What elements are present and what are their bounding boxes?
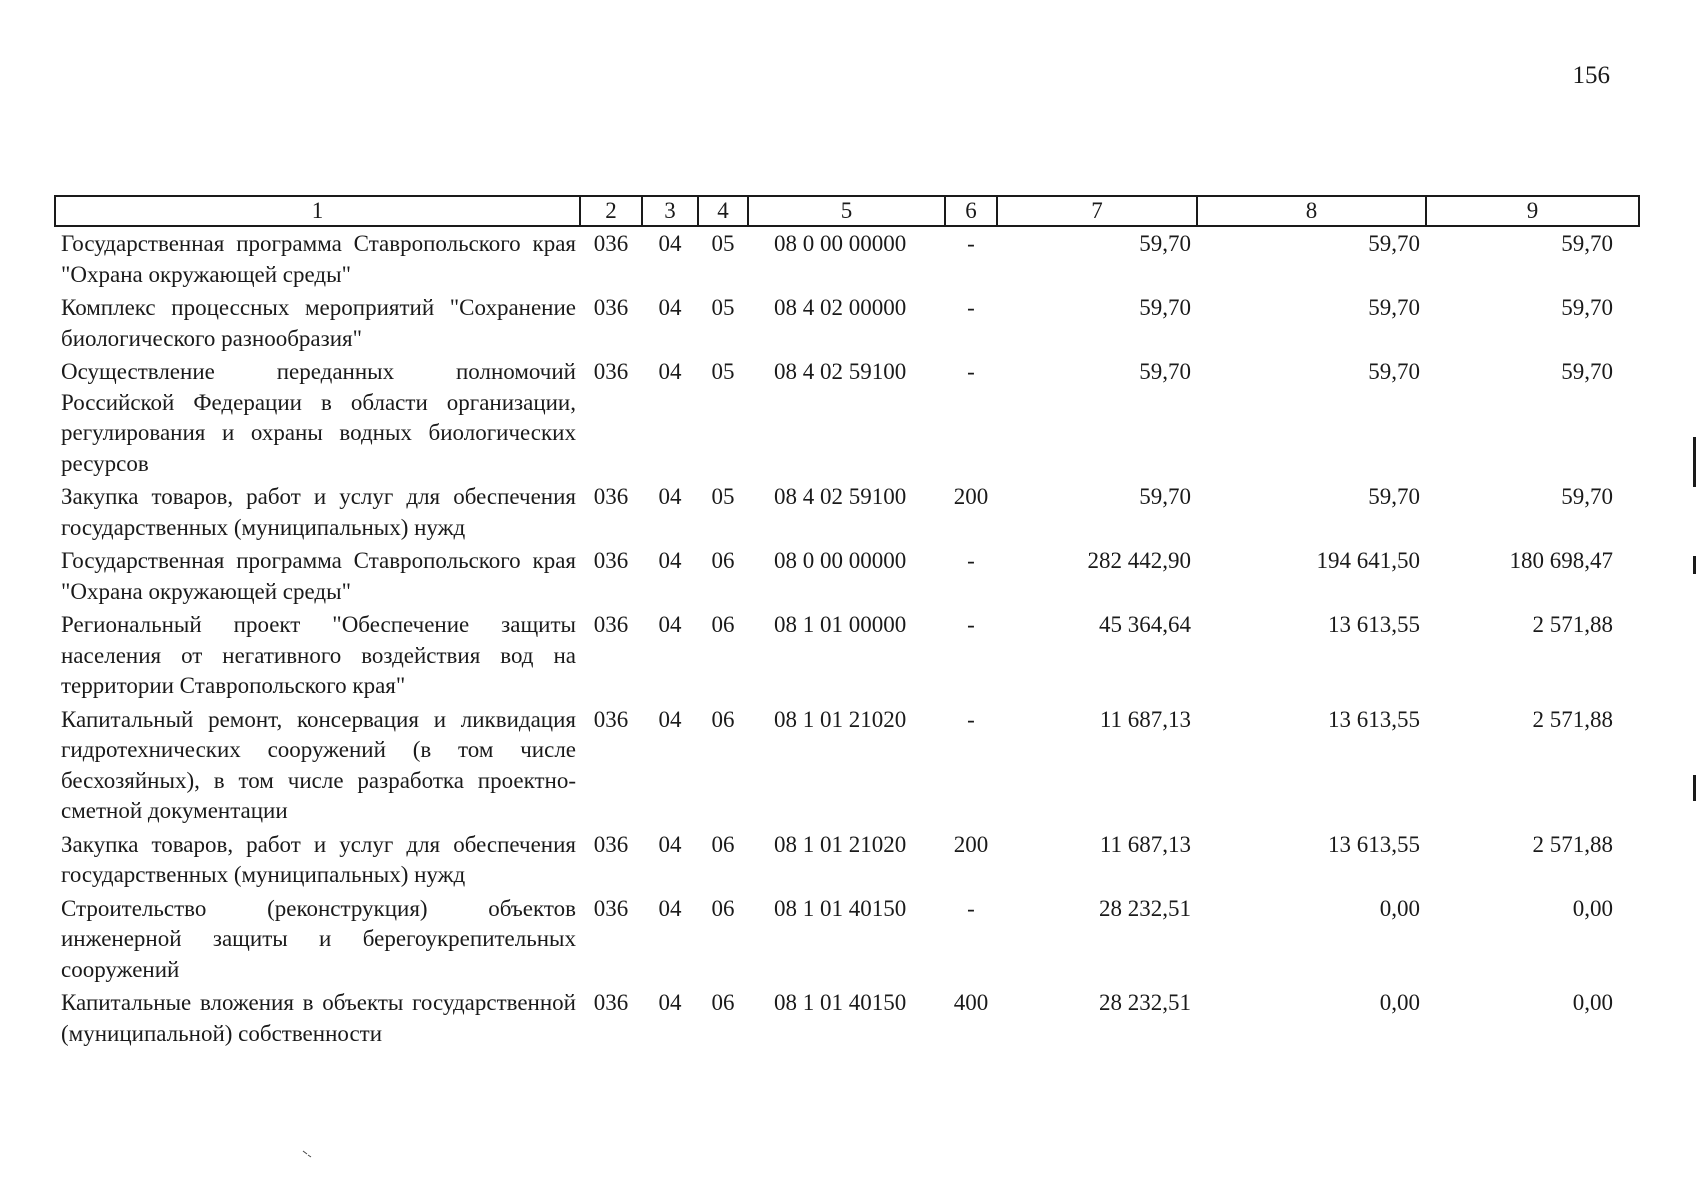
- row-code-cell: 036: [593, 831, 629, 857]
- row-subsection-cell: 06: [711, 895, 735, 921]
- row-code-cell: 036: [593, 612, 629, 637]
- row-code-cell: 036: [593, 895, 629, 921]
- row-subsection-cell: 06: [711, 612, 735, 637]
- row-subsection-cell: 05: [711, 359, 735, 384]
- row-target-code-cell: 08 1 01 40150: [774, 990, 907, 1015]
- table-row: [55, 480, 1639, 544]
- row-section-cell: 04: [658, 990, 682, 1015]
- row-target-code-cell: 08 0 00 00000: [774, 548, 907, 573]
- row-amount-cell: 59,70: [1561, 231, 1613, 256]
- row-amount-cell: 59,70: [1139, 231, 1191, 256]
- row-amount-cell: 282 442,90: [1087, 548, 1191, 573]
- row-amount-cell: 59,70: [1368, 359, 1420, 384]
- scan-speck-mark: [302, 1150, 312, 1158]
- row-section-cell: 04: [658, 706, 682, 732]
- row-name-cell: Осуществление переданных полномочий Российской Федерации в области организации, регулирования и охраны водных биологических ресурсов: [61, 359, 576, 476]
- row-name-cell: Закупка товаров, работ и услуг для обеспечения государственных (муниципальных) нужд: [61, 484, 576, 540]
- row-amount-cell: 194 641,50: [1316, 548, 1420, 573]
- row-section-cell: 04: [658, 612, 682, 637]
- row-expense-type-cell: -: [967, 231, 975, 256]
- row-amount-cell: 59,70: [1139, 295, 1191, 320]
- row-section-cell: 04: [658, 895, 682, 921]
- row-amount-cell: 28 232,51: [1099, 990, 1191, 1015]
- row-subsection-cell: 06: [711, 706, 735, 732]
- column-header-4: 4: [698, 196, 748, 226]
- row-amount-cell: 11 687,13: [1099, 831, 1191, 857]
- row-name-cell: Капитальный ремонт, консервация и ликвидация гидротехнических сооружений (в том числе бесхозяйных), в том числе разработка проектно-сметной документации: [61, 706, 576, 823]
- table-row: [55, 291, 1639, 355]
- row-code-cell: 036: [593, 548, 629, 573]
- table-row: [55, 226, 1639, 291]
- row-name-cell: Региональный проект "Обеспечение защиты населения от негативного воздействия вод на территории Ставропольского края": [61, 612, 576, 698]
- row-amount-cell: 13 613,55: [1328, 706, 1420, 732]
- row-amount-cell: 2 571,88: [1532, 706, 1613, 732]
- table-row: [55, 355, 1639, 480]
- column-header-9: 9: [1426, 196, 1639, 226]
- row-name-cell: Государственная программа Ставропольского края "Охрана окружающей среды": [61, 548, 576, 604]
- row-amount-cell: 59,70: [1139, 484, 1191, 509]
- table-row: [55, 828, 1639, 892]
- row-amount-cell: 59,70: [1368, 295, 1420, 320]
- row-subsection-cell: 05: [711, 295, 735, 320]
- row-target-code-cell: 08 1 01 21020: [774, 706, 907, 732]
- row-amount-cell: 28 232,51: [1099, 895, 1191, 921]
- column-header-3: 3: [642, 196, 698, 226]
- row-amount-cell: 59,70: [1561, 484, 1613, 509]
- row-amount-cell: 2 571,88: [1532, 831, 1613, 857]
- row-code-cell: 036: [593, 231, 629, 256]
- row-expense-type-cell: 200: [953, 484, 989, 509]
- row-target-code-cell: 08 1 01 21020: [774, 831, 907, 857]
- row-section-cell: 04: [658, 231, 682, 256]
- table-row: [55, 892, 1639, 987]
- row-name-cell: Комплекс процессных мероприятий "Сохранение биологического разнообразия": [61, 295, 576, 351]
- row-section-cell: 04: [658, 295, 682, 320]
- row-amount-cell: 0,00: [1379, 990, 1420, 1015]
- row-target-code-cell: 08 4 02 59100: [774, 484, 907, 509]
- table-row: [55, 608, 1639, 703]
- row-subsection-cell: 06: [711, 831, 735, 857]
- row-expense-type-cell: -: [967, 706, 975, 732]
- row-expense-type-cell: 200: [953, 831, 989, 857]
- table-row: [55, 544, 1639, 608]
- row-subsection-cell: 05: [711, 484, 735, 509]
- row-amount-cell: 2 571,88: [1532, 612, 1613, 637]
- row-code-cell: 036: [593, 706, 629, 732]
- column-header-2: 2: [580, 196, 642, 226]
- page-number: 156: [1572, 62, 1610, 89]
- table-row: [55, 703, 1639, 828]
- row-target-code-cell: 08 1 01 00000: [774, 612, 907, 637]
- row-amount-cell: 59,70: [1561, 359, 1613, 384]
- row-target-code-cell: 08 1 01 40150: [774, 895, 907, 921]
- row-code-cell: 036: [593, 484, 629, 509]
- row-subsection-cell: 06: [711, 990, 735, 1015]
- row-expense-type-cell: 400: [953, 990, 989, 1015]
- row-name-cell: Капитальные вложения в объекты государственной (муниципальной) собственности: [61, 990, 576, 1046]
- row-name-cell: Государственная программа Ставропольского края "Охрана окружающей среды": [61, 231, 576, 287]
- row-expense-type-cell: -: [967, 295, 975, 320]
- row-subsection-cell: 06: [711, 548, 735, 573]
- row-name-cell: Закупка товаров, работ и услуг для обеспечения государственных (муниципальных) нужд: [61, 831, 576, 887]
- row-expense-type-cell: -: [967, 895, 975, 921]
- row-amount-cell: 0,00: [1572, 895, 1613, 921]
- row-amount-cell: 0,00: [1379, 895, 1420, 921]
- budget-table: [54, 195, 1640, 1050]
- row-expense-type-cell: -: [967, 548, 975, 573]
- row-target-code-cell: 08 4 02 00000: [774, 295, 907, 320]
- row-subsection-cell: 05: [711, 231, 735, 256]
- row-target-code-cell: 08 4 02 59100: [774, 359, 907, 384]
- column-header-1: 1: [55, 196, 580, 226]
- table-body: [55, 226, 1639, 1050]
- row-code-cell: 036: [593, 359, 629, 384]
- table-row: [55, 986, 1639, 1050]
- row-section-cell: 04: [658, 484, 682, 509]
- row-amount-cell: 13 613,55: [1328, 612, 1420, 637]
- row-amount-cell: 0,00: [1572, 990, 1613, 1015]
- row-expense-type-cell: -: [967, 612, 975, 637]
- row-code-cell: 036: [593, 295, 629, 320]
- column-header-5: 5: [748, 196, 945, 226]
- column-header-6: 6: [945, 196, 997, 226]
- column-header-8: 8: [1197, 196, 1426, 226]
- row-amount-cell: 59,70: [1139, 359, 1191, 384]
- table-header-row: [55, 196, 1639, 226]
- row-amount-cell: 59,70: [1561, 295, 1613, 320]
- row-expense-type-cell: -: [967, 359, 975, 384]
- row-amount-cell: 13 613,55: [1328, 831, 1420, 857]
- row-target-code-cell: 08 0 00 00000: [774, 231, 907, 256]
- row-amount-cell: 11 687,13: [1099, 706, 1191, 732]
- row-name-cell: Строительство (реконструкция) объектов инженерной защиты и берегоукрепительных сооружений: [61, 895, 576, 982]
- row-code-cell: 036: [593, 990, 629, 1015]
- row-amount-cell: 59,70: [1368, 231, 1420, 256]
- row-section-cell: 04: [658, 831, 682, 857]
- row-section-cell: 04: [658, 359, 682, 384]
- column-header-7: 7: [997, 196, 1197, 226]
- row-amount-cell: 180 698,47: [1509, 548, 1613, 573]
- row-amount-cell: 45 364,64: [1099, 612, 1191, 637]
- row-amount-cell: 59,70: [1368, 484, 1420, 509]
- row-section-cell: 04: [658, 548, 682, 573]
